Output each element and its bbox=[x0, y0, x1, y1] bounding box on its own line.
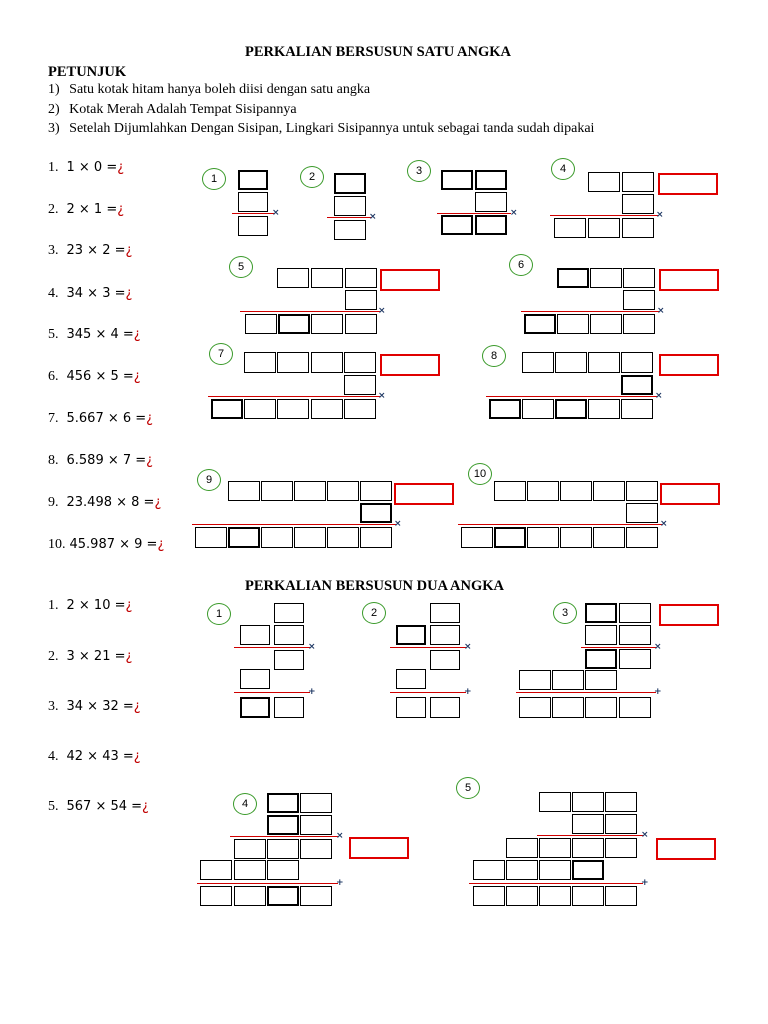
digit-box[interactable] bbox=[572, 886, 604, 906]
digit-box[interactable] bbox=[311, 268, 343, 288]
digit-box[interactable] bbox=[344, 375, 376, 395]
digit-box[interactable] bbox=[274, 625, 304, 645]
digit-box[interactable] bbox=[626, 527, 658, 548]
digit-box[interactable] bbox=[621, 399, 653, 419]
digit-box[interactable] bbox=[261, 481, 293, 501]
digit-box[interactable] bbox=[267, 886, 299, 906]
digit-box[interactable] bbox=[430, 625, 460, 645]
instruction-number: 2) bbox=[48, 102, 60, 117]
insert-box[interactable] bbox=[660, 483, 720, 505]
sum-line bbox=[469, 883, 643, 884]
digit-box[interactable] bbox=[585, 649, 617, 669]
digit-box[interactable] bbox=[430, 650, 460, 670]
digit-box[interactable] bbox=[311, 399, 343, 419]
digit-box[interactable] bbox=[560, 481, 592, 501]
times-sign: × bbox=[655, 391, 663, 401]
problem-circle-1: 1 bbox=[202, 168, 226, 190]
digit-box[interactable] bbox=[519, 670, 551, 690]
digit-box[interactable] bbox=[588, 352, 620, 373]
digit-box[interactable] bbox=[261, 527, 293, 548]
digit-box[interactable] bbox=[522, 399, 554, 419]
digit-box[interactable] bbox=[294, 527, 326, 548]
digit-box[interactable] bbox=[585, 697, 617, 718]
sum-line bbox=[197, 883, 338, 884]
sum-line bbox=[550, 215, 658, 216]
problem2-circle-1: 1 bbox=[207, 603, 231, 625]
digit-box[interactable] bbox=[300, 793, 332, 813]
digit-box[interactable] bbox=[539, 792, 571, 812]
times-sign: × bbox=[272, 208, 280, 218]
sum-line bbox=[232, 213, 274, 214]
digit-box[interactable] bbox=[274, 697, 304, 718]
plus-sign: + bbox=[336, 878, 344, 888]
title-dua-angka: PERKALIAN BERSUSUN DUA ANGKA bbox=[245, 578, 505, 594]
sum-line bbox=[390, 692, 466, 693]
digit-box[interactable] bbox=[622, 194, 654, 214]
problem-4: 4. 34 × 3 =¿ bbox=[48, 286, 133, 301]
digit-box[interactable] bbox=[557, 314, 589, 334]
digit-box[interactable] bbox=[345, 290, 377, 310]
times-sign: × bbox=[394, 519, 402, 529]
digit-box[interactable] bbox=[267, 793, 299, 813]
problem-circle-4: 4 bbox=[551, 158, 575, 180]
problem-6: 6. 456 × 5 =¿ bbox=[48, 369, 141, 384]
sum-line bbox=[486, 396, 657, 397]
digit-box[interactable] bbox=[473, 886, 505, 906]
digit-box[interactable] bbox=[489, 399, 521, 419]
digit-box[interactable] bbox=[311, 352, 343, 373]
digit-box[interactable] bbox=[494, 527, 526, 548]
digit-box[interactable] bbox=[593, 481, 625, 501]
problem-circle-7: 7 bbox=[209, 343, 233, 365]
sum-line bbox=[240, 311, 380, 312]
digit-box[interactable] bbox=[345, 268, 377, 288]
digit-box[interactable] bbox=[277, 268, 309, 288]
digit-box[interactable] bbox=[461, 527, 493, 548]
digit-box[interactable] bbox=[441, 170, 473, 190]
digit-box[interactable] bbox=[240, 669, 270, 689]
instruction-text: Kotak Merah Adalah Tempat Sisipannya bbox=[69, 102, 297, 117]
problem-circle-8: 8 bbox=[482, 345, 506, 367]
digit-box[interactable] bbox=[585, 670, 617, 690]
problem-1: 1. 1 × 0 =¿ bbox=[48, 160, 125, 175]
problem-7: 7. 5.667 × 6 =¿ bbox=[48, 411, 154, 426]
digit-box[interactable] bbox=[605, 792, 637, 812]
sum-line bbox=[458, 524, 662, 525]
problem-circle-5: 5 bbox=[229, 256, 253, 278]
digit-box[interactable] bbox=[623, 290, 655, 310]
digit-box[interactable] bbox=[588, 218, 620, 238]
digit-box[interactable] bbox=[311, 314, 343, 334]
instruction-number: 1) bbox=[48, 82, 60, 97]
digit-box[interactable] bbox=[430, 603, 460, 623]
digit-box[interactable] bbox=[539, 860, 571, 880]
insert-box[interactable] bbox=[349, 837, 409, 859]
digit-box[interactable] bbox=[557, 268, 589, 288]
digit-box[interactable] bbox=[267, 860, 299, 880]
digit-box[interactable] bbox=[621, 352, 653, 373]
sum-line bbox=[230, 836, 338, 837]
insert-box[interactable] bbox=[659, 269, 719, 291]
digit-box[interactable] bbox=[622, 172, 654, 192]
insert-box[interactable] bbox=[394, 483, 454, 505]
digit-box[interactable] bbox=[555, 399, 587, 419]
problem2-3: 3. 34 × 32 =¿ bbox=[48, 699, 141, 714]
sum-line bbox=[437, 213, 511, 214]
digit-box[interactable] bbox=[623, 314, 655, 334]
digit-box[interactable] bbox=[300, 815, 332, 835]
digit-box[interactable] bbox=[605, 838, 637, 858]
digit-box[interactable] bbox=[240, 625, 270, 645]
digit-box[interactable] bbox=[475, 192, 507, 212]
digit-box[interactable] bbox=[506, 860, 538, 880]
digit-box[interactable] bbox=[621, 375, 653, 395]
problem-2: 2. 2 × 1 =¿ bbox=[48, 202, 125, 217]
sum-line bbox=[516, 692, 656, 693]
digit-box[interactable] bbox=[360, 503, 392, 523]
digit-box[interactable] bbox=[619, 625, 651, 645]
digit-box[interactable] bbox=[267, 815, 299, 835]
digit-box[interactable] bbox=[267, 839, 299, 859]
digit-box[interactable] bbox=[245, 314, 277, 334]
digit-box[interactable] bbox=[195, 527, 227, 548]
digit-box[interactable] bbox=[626, 481, 658, 501]
digit-box[interactable] bbox=[552, 670, 584, 690]
plus-sign: + bbox=[641, 878, 649, 888]
digit-box[interactable] bbox=[274, 603, 304, 623]
digit-box[interactable] bbox=[588, 399, 620, 419]
digit-box[interactable] bbox=[244, 352, 276, 373]
sum-line bbox=[521, 311, 659, 312]
digit-box[interactable] bbox=[619, 603, 651, 623]
instruction-3 bbox=[48, 121, 594, 137]
plus-sign: + bbox=[464, 687, 472, 697]
times-sign: × bbox=[378, 306, 386, 316]
problem-9: 9. 23.498 × 8 =¿ bbox=[48, 495, 162, 510]
digit-box[interactable] bbox=[585, 603, 617, 623]
digit-box[interactable] bbox=[585, 625, 617, 645]
times-sign: × bbox=[369, 212, 377, 222]
digit-box[interactable] bbox=[588, 172, 620, 192]
problem2-circle-5: 5 bbox=[456, 777, 480, 799]
problem2-2: 2. 3 × 21 =¿ bbox=[48, 649, 133, 664]
digit-box[interactable] bbox=[552, 697, 584, 718]
digit-box[interactable] bbox=[475, 170, 507, 190]
insert-box[interactable] bbox=[380, 269, 440, 291]
digit-box[interactable] bbox=[234, 839, 266, 859]
instruction-1 bbox=[48, 82, 370, 98]
times-sign: × bbox=[378, 391, 386, 401]
digit-box[interactable] bbox=[277, 399, 309, 419]
digit-box[interactable] bbox=[572, 792, 604, 812]
digit-box[interactable] bbox=[522, 352, 554, 373]
times-sign: × bbox=[641, 830, 649, 840]
digit-box[interactable] bbox=[473, 860, 505, 880]
digit-box[interactable] bbox=[475, 215, 507, 235]
digit-box[interactable] bbox=[572, 814, 604, 834]
digit-box[interactable] bbox=[539, 838, 571, 858]
digit-box[interactable] bbox=[619, 697, 651, 718]
times-sign: × bbox=[660, 519, 668, 529]
digit-box[interactable] bbox=[430, 697, 460, 718]
problem-circle-9: 9 bbox=[197, 469, 221, 491]
digit-box[interactable] bbox=[334, 220, 366, 240]
digit-box[interactable] bbox=[623, 268, 655, 288]
digit-box[interactable] bbox=[622, 218, 654, 238]
petunjuk-heading: PETUNJUK bbox=[48, 64, 127, 80]
digit-box[interactable] bbox=[506, 886, 538, 906]
digit-box[interactable] bbox=[240, 697, 270, 718]
digit-box[interactable] bbox=[234, 860, 266, 880]
insert-box[interactable] bbox=[659, 354, 719, 376]
digit-box[interactable] bbox=[211, 399, 243, 419]
instruction-text: Setelah Dijumlahkan Dengan Sisipan, Lingkari Sisipannya untuk sebagai tanda sudah dipakai bbox=[69, 121, 595, 136]
digit-box[interactable] bbox=[593, 527, 625, 548]
sum-line bbox=[234, 692, 310, 693]
digit-box[interactable] bbox=[519, 697, 551, 718]
digit-box[interactable] bbox=[274, 650, 304, 670]
insert-box[interactable] bbox=[656, 838, 716, 860]
times-sign: × bbox=[308, 642, 316, 652]
digit-box[interactable] bbox=[555, 352, 587, 373]
digit-box[interactable] bbox=[278, 314, 310, 334]
digit-box[interactable] bbox=[327, 527, 359, 548]
digit-box[interactable] bbox=[300, 839, 332, 859]
digit-box[interactable] bbox=[554, 218, 586, 238]
digit-box[interactable] bbox=[238, 216, 268, 236]
digit-box[interactable] bbox=[228, 481, 260, 501]
digit-box[interactable] bbox=[524, 314, 556, 334]
problem2-4: 4. 42 × 43 =¿ bbox=[48, 749, 141, 764]
times-sign: × bbox=[654, 642, 662, 652]
digit-box[interactable] bbox=[572, 838, 604, 858]
digit-box[interactable] bbox=[539, 886, 571, 906]
problem2-circle-2: 2 bbox=[362, 602, 386, 624]
sum-line bbox=[192, 524, 396, 525]
digit-box[interactable] bbox=[344, 399, 376, 419]
digit-box[interactable] bbox=[344, 352, 376, 373]
sum-line bbox=[581, 647, 656, 648]
digit-box[interactable] bbox=[396, 669, 426, 689]
digit-box[interactable] bbox=[228, 527, 260, 548]
digit-box[interactable] bbox=[396, 625, 426, 645]
problem-5: 5. 345 × 4 =¿ bbox=[48, 327, 141, 342]
digit-box[interactable] bbox=[360, 527, 392, 548]
instruction-number: 3) bbox=[48, 121, 60, 136]
plus-sign: + bbox=[308, 687, 316, 697]
digit-box[interactable] bbox=[327, 481, 359, 501]
digit-box[interactable] bbox=[277, 352, 309, 373]
plus-sign: + bbox=[654, 687, 662, 697]
digit-box[interactable] bbox=[619, 649, 651, 669]
problem2-circle-3: 3 bbox=[553, 602, 577, 624]
sum-line bbox=[327, 217, 371, 218]
sum-line bbox=[208, 396, 380, 397]
digit-box[interactable] bbox=[590, 268, 622, 288]
digit-box[interactable] bbox=[300, 886, 332, 906]
problem-circle-2: 2 bbox=[300, 166, 324, 188]
digit-box[interactable] bbox=[238, 192, 268, 212]
digit-box[interactable] bbox=[605, 814, 637, 834]
digit-box[interactable] bbox=[506, 838, 538, 858]
digit-box[interactable] bbox=[441, 215, 473, 235]
instruction-text: Satu kotak hitam hanya boleh diisi dengan satu angka bbox=[69, 82, 371, 97]
problem-3: 3. 23 × 2 =¿ bbox=[48, 243, 133, 258]
digit-box[interactable] bbox=[396, 697, 426, 718]
digit-box[interactable] bbox=[527, 481, 559, 501]
problem2-circle-4: 4 bbox=[233, 793, 257, 815]
problem-circle-6: 6 bbox=[509, 254, 533, 276]
problem-8: 8. 6.589 × 7 =¿ bbox=[48, 453, 154, 468]
digit-box[interactable] bbox=[345, 314, 377, 334]
digit-box[interactable] bbox=[360, 481, 392, 501]
digit-box[interactable] bbox=[234, 886, 266, 906]
digit-box[interactable] bbox=[605, 886, 637, 906]
times-sign: × bbox=[464, 642, 472, 652]
problem-circle-10: 10 bbox=[468, 463, 492, 485]
digit-box[interactable] bbox=[200, 860, 232, 880]
digit-box[interactable] bbox=[560, 527, 592, 548]
problem2-5: 5. 567 × 54 =¿ bbox=[48, 799, 149, 814]
digit-box[interactable] bbox=[200, 886, 232, 906]
times-sign: × bbox=[510, 208, 518, 218]
times-sign: × bbox=[657, 306, 665, 316]
digit-box[interactable] bbox=[334, 196, 366, 216]
insert-box[interactable] bbox=[380, 354, 440, 376]
digit-box[interactable] bbox=[334, 173, 366, 194]
title-satu-angka: PERKALIAN BERSUSUN SATU ANGKA bbox=[245, 44, 512, 60]
problem-circle-3: 3 bbox=[407, 160, 431, 182]
digit-box[interactable] bbox=[590, 314, 622, 334]
times-sign: × bbox=[336, 831, 344, 841]
sum-line bbox=[234, 647, 310, 648]
insert-box[interactable] bbox=[659, 604, 719, 626]
digit-box[interactable] bbox=[238, 170, 268, 190]
problem2-1: 1. 2 × 10 =¿ bbox=[48, 598, 133, 613]
sum-line bbox=[537, 835, 643, 836]
digit-box[interactable] bbox=[626, 503, 658, 523]
problem-10: 10. 45.987 × 9 =¿ bbox=[48, 537, 165, 552]
digit-box[interactable] bbox=[494, 481, 526, 501]
digit-box[interactable] bbox=[294, 481, 326, 501]
digit-box[interactable] bbox=[244, 399, 276, 419]
insert-box[interactable] bbox=[658, 173, 718, 195]
instruction-2 bbox=[48, 102, 297, 118]
times-sign: × bbox=[656, 210, 664, 220]
digit-box[interactable] bbox=[572, 860, 604, 880]
digit-box[interactable] bbox=[527, 527, 559, 548]
sum-line bbox=[390, 647, 466, 648]
